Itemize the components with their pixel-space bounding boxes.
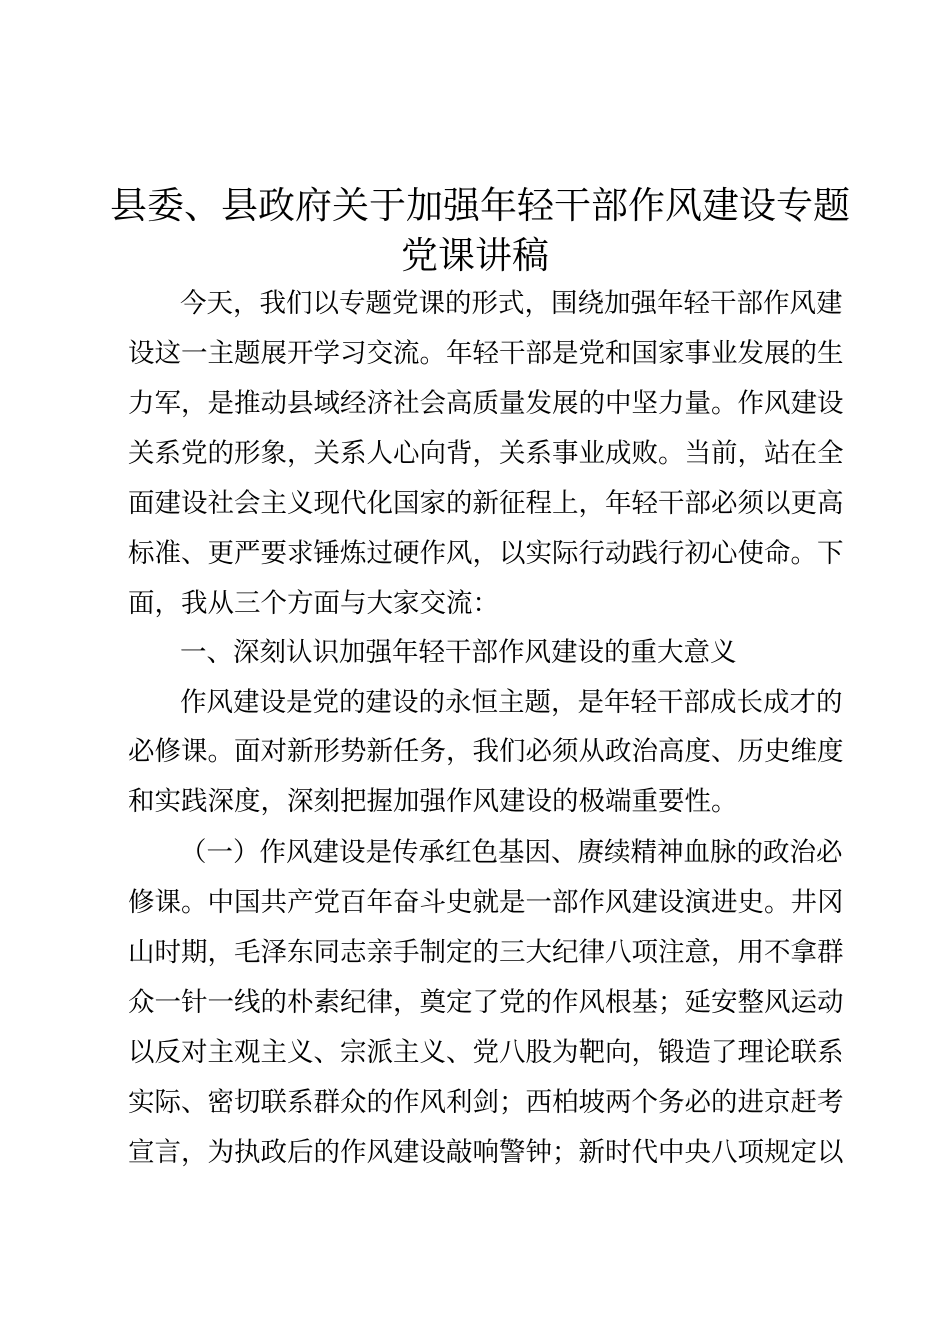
paragraph-line: 关系党的形象，关系人心向背，关系事业成败。当前，站在全 xyxy=(128,438,844,469)
paragraph-line: 面，我从三个方面与大家交流： xyxy=(128,588,499,619)
paragraph-line: 和实践深度，深刻把握加强作风建设的极端重要性。 xyxy=(128,786,738,817)
paragraph-line: 必修课。面对新形势新任务，我们必须从政治高度、历史维度 xyxy=(128,736,844,767)
paragraph-line: 实际、密切联系群众的作风利剑；西柏坡两个务必的进京赶考 xyxy=(128,1087,844,1118)
document-title-line-2: 党课讲稿 xyxy=(401,234,549,277)
paragraph-line: 面建设社会主义现代化国家的新征程上，年轻干部必须以更高 xyxy=(128,488,844,519)
paragraph-line: 力军，是推动县域经济社会高质量发展的中坚力量。作风建设 xyxy=(128,388,844,419)
paragraph-line: 标准、更严要求锤炼过硬作风，以实际行动践行初心使命。下 xyxy=(128,538,844,569)
paragraph-line: 修课。中国共产党百年奋斗史就是一部作风建设演进史。井冈 xyxy=(128,887,844,918)
section-heading: 一、深刻认识加强年轻干部作风建设的重大意义 xyxy=(180,637,737,668)
paragraph-line: （一）作风建设是传承红色基因、赓续精神血脉的政治必 xyxy=(180,837,843,868)
paragraph-line: 以反对主观主义、宗派主义、党八股为靶向，锻造了理论联系 xyxy=(128,1037,844,1068)
paragraph-line: 设这一主题展开学习交流。年轻干部是党和国家事业发展的生 xyxy=(128,338,844,369)
paragraph-line: 作风建设是党的建设的永恒主题，是年轻干部成长成才的 xyxy=(180,687,843,718)
paragraph-line: 今天，我们以专题党课的形式，围绕加强年轻干部作风建 xyxy=(180,288,843,319)
paragraph-line: 山时期，毛泽东同志亲手制定的三大纪律八项注意，用不拿群 xyxy=(128,937,844,968)
document-title-line-1: 县委、县政府关于加强年轻干部作风建设专题 xyxy=(110,184,850,227)
paragraph-line: 众一针一线的朴素纪律，奠定了党的作风根基；延安整风运动 xyxy=(128,987,844,1018)
paragraph-line: 宣言，为执政后的作风建设敲响警钟；新时代中央八项规定以 xyxy=(128,1137,844,1168)
